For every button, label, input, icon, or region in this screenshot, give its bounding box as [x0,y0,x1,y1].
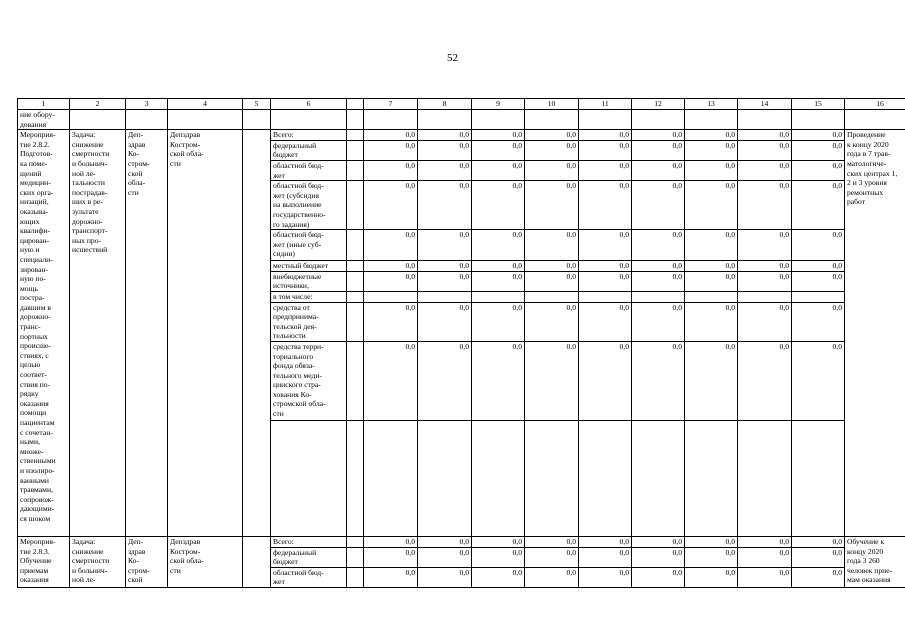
value-cell: 0,0 [364,271,418,291]
empty-cell [347,230,364,261]
value-cell: 0,0 [364,536,418,547]
empty-cell [347,160,364,180]
funding-source: областной бюд- жет (иные суб- сидии) [271,230,347,261]
column-number: 13 [685,99,738,110]
value-cell: 0,0 [685,547,738,567]
column-number: 15 [792,99,845,110]
funding-row [18,536,905,547]
value-cell: 0,0 [632,567,685,587]
value-cell: 0,0 [418,547,472,567]
value-cell: 0,0 [472,567,525,587]
value-cell: 0,0 [525,302,579,341]
value-cell: 0,0 [792,261,845,272]
column-number: 5 [243,99,271,110]
value-cell: 0,0 [418,181,472,230]
value-cell: 0,0 [632,302,685,341]
value-cell: 0,0 [525,230,579,261]
value-cell: 0,0 [525,181,579,230]
value-cell: 0,0 [632,160,685,180]
column-number: 9 [472,99,525,110]
value-cell: 0,0 [418,140,472,160]
task-text: Задача: снижение смертности и больнич- ной ле- тальности пострадав- ших в ре- зультате дорожно- транспорт- ных про- исшествий [70,130,126,537]
column-number: 2 [70,99,126,110]
value-cell: 0,0 [632,140,685,160]
column-number: 7 [364,99,418,110]
value-cell: 0,0 [579,261,632,272]
value-cell: 0,0 [632,536,685,547]
value-cell [579,291,632,302]
value-cell: 0,0 [418,261,472,272]
value-cell: 0,0 [472,547,525,567]
value-cell: 0,0 [579,567,632,587]
column-number: 8 [418,99,472,110]
empty-cell [347,271,364,291]
value-cell: 0,0 [738,536,792,547]
empty-cell [243,130,271,537]
value-cell: 0,0 [418,271,472,291]
value-cell: 0,0 [579,181,632,230]
funding-source: областной бюд- жет (субсидия на выполнение государственно- го задания) [271,181,347,230]
funding-source: областной бюд- жет [271,160,347,180]
value-cell: 0,0 [364,302,418,341]
empty-cell [347,140,364,160]
value-cell [418,291,472,302]
value-cell: 0,0 [685,140,738,160]
value-cell: 0,0 [364,341,418,420]
funding-source: областной бюд- жет [271,567,347,587]
value-cell: 0,0 [579,547,632,567]
value-cell: 0,0 [632,230,685,261]
coexecutor-text: Депздрав Костром- ской обла- сти [168,536,243,587]
value-cell: 0,0 [472,181,525,230]
empty-cell [347,567,364,587]
column-number: 4 [168,99,243,110]
value-cell: 0,0 [364,547,418,567]
executor-text: Деп- здрав Ко- стром- ской обла- сти [126,130,168,537]
value-cell: 0,0 [472,341,525,420]
value-cell: 0,0 [685,230,738,261]
column-number: 10 [525,99,579,110]
value-cell: 0,0 [364,181,418,230]
empty-cell [347,181,364,230]
value-cell: 0,0 [472,140,525,160]
value-cell: 0,0 [579,140,632,160]
value-cell: 0,0 [579,230,632,261]
value-cell: 0,0 [685,341,738,420]
value-cell: 0,0 [632,181,685,230]
value-cell: 0,0 [472,261,525,272]
measure-name: Мероприя- тие 2.8.2. Подготов- ка поме- щений медицин- ских орга- низаций, оказыва- ющих квалифи- цирован- ную и специали- зирован- ную по- мощь постра- давшим в дорожно- транс- портных происше- ствиях, с целью соответ- ствия по- рядку оказания помощи пациентам с сочетан- ными, множе- ственными и изолиро- ванными травмами, сопровож- дающими- ся шоком [18,130,70,537]
value-cell: 0,0 [792,302,845,341]
funding-source: средства терри- ториального фонда обяза- тельного меди- цинского стра- хования Ко- стромской обла- сти [271,341,347,420]
funding-source: внебюджетные источники, [271,271,347,291]
empty-cell [347,291,364,302]
empty-cell [347,341,364,420]
value-cell [525,291,579,302]
column-number-row [18,99,905,110]
funding-row [18,130,905,141]
empty-cell [347,302,364,341]
value-cell: 0,0 [685,130,738,141]
empty-cell [347,130,364,141]
funding-source: федеральный бюджет [271,547,347,567]
value-cell: 0,0 [738,261,792,272]
column-number: 6 [271,99,347,110]
column-number: 11 [579,99,632,110]
value-cell: 0,0 [364,140,418,160]
empty-cell [347,261,364,272]
value-cell: 0,0 [685,302,738,341]
measure-name: Мероприя- тие 2.8.3. Обучение приемам оказания [18,536,70,587]
value-cell: 0,0 [418,302,472,341]
task-text: Задача: снижение смертности и больнич- ной ле- [70,536,126,587]
value-cell: 0,0 [418,230,472,261]
expected-result: Проведение к концу 2020 года в 7 трав- матологиче- ских центрах 1, 2 и 3 уровня ремонтных работ [845,130,905,537]
value-cell: 0,0 [685,271,738,291]
value-cell [685,291,738,302]
value-cell: 0,0 [418,341,472,420]
value-cell: 0,0 [418,160,472,180]
value-cell: 0,0 [738,547,792,567]
measure-2-8-2 [18,130,905,537]
value-cell: 0,0 [579,130,632,141]
funding-source: средства от предпринима- тельской дея- тельности [271,302,347,341]
value-cell: 0,0 [685,181,738,230]
value-cell: 0,0 [525,567,579,587]
column-number: 3 [126,99,168,110]
value-cell: 0,0 [685,536,738,547]
value-cell: 0,0 [792,341,845,420]
value-cell: 0,0 [738,160,792,180]
value-cell: 0,0 [525,261,579,272]
column-number: 12 [632,99,685,110]
value-cell: 0,0 [472,302,525,341]
value-cell: 0,0 [472,536,525,547]
value-cell: 0,0 [632,261,685,272]
value-cell [364,291,418,302]
value-cell: 0,0 [792,271,845,291]
column-number: 1 [18,99,70,110]
value-cell: 0,0 [685,567,738,587]
empty-cell [243,536,271,587]
value-cell: 0,0 [472,160,525,180]
funding-source: местный бюджет [271,261,347,272]
value-cell: 0,0 [738,140,792,160]
value-cell: 0,0 [364,160,418,180]
value-cell: 0,0 [364,567,418,587]
value-cell [792,291,845,302]
value-cell: 0,0 [632,547,685,567]
page-number: 52 [447,52,458,64]
value-cell: 0,0 [579,271,632,291]
value-cell [738,291,792,302]
value-cell: 0,0 [738,130,792,141]
value-cell: 0,0 [525,547,579,567]
executor-text: Деп- здрав Ко- стром- ской [126,536,168,587]
value-cell: 0,0 [738,181,792,230]
value-cell: 0,0 [792,536,845,547]
column-number: 16 [845,99,905,110]
value-cell: 0,0 [738,302,792,341]
value-cell: 0,0 [525,341,579,420]
value-cell: 0,0 [525,271,579,291]
value-cell [472,291,525,302]
value-cell: 0,0 [792,547,845,567]
value-cell: 0,0 [364,130,418,141]
value-cell: 0,0 [632,130,685,141]
value-cell: 0,0 [418,536,472,547]
column-number: 14 [738,99,792,110]
value-cell: 0,0 [579,536,632,547]
value-cell: 0,0 [364,230,418,261]
value-cell: 0,0 [525,536,579,547]
value-cell [632,291,685,302]
funding-source: в том числе: [271,291,347,302]
value-cell: 0,0 [792,230,845,261]
value-cell: 0,0 [685,160,738,180]
value-cell: 0,0 [525,140,579,160]
value-cell: 0,0 [418,130,472,141]
value-cell: 0,0 [579,160,632,180]
empty-cell [347,536,364,547]
value-cell: 0,0 [792,567,845,587]
funding-source: Всего: [271,130,347,141]
value-cell: 0,0 [792,181,845,230]
funding-source: Всего: [271,536,347,547]
value-cell: 0,0 [632,341,685,420]
column-number [347,99,364,110]
value-cell: 0,0 [738,271,792,291]
value-cell: 0,0 [685,261,738,272]
value-cell: 0,0 [472,230,525,261]
empty-cell [347,547,364,567]
measure-2-8-3 [18,536,905,587]
value-cell: 0,0 [364,261,418,272]
value-cell: 0,0 [792,160,845,180]
value-cell: 0,0 [525,130,579,141]
value-cell: 0,0 [525,160,579,180]
value-cell: 0,0 [792,130,845,141]
continuation-text: ние обору- дования [18,110,70,130]
value-cell: 0,0 [418,567,472,587]
value-cell: 0,0 [579,302,632,341]
value-cell: 0,0 [738,341,792,420]
value-cell: 0,0 [579,341,632,420]
program-table [17,98,905,588]
expected-result: Обучение к концу 2020 года 3 260 человек прие- мам оказания [845,536,905,587]
value-cell: 0,0 [738,567,792,587]
value-cell: 0,0 [792,140,845,160]
value-cell: 0,0 [632,271,685,291]
value-cell: 0,0 [472,271,525,291]
value-cell: 0,0 [472,130,525,141]
coexecutor-text: Депздрав Костром- ской обла- сти [168,130,243,537]
continuation-row [18,110,905,130]
value-cell: 0,0 [738,230,792,261]
funding-source: федеральный бюджет [271,140,347,160]
